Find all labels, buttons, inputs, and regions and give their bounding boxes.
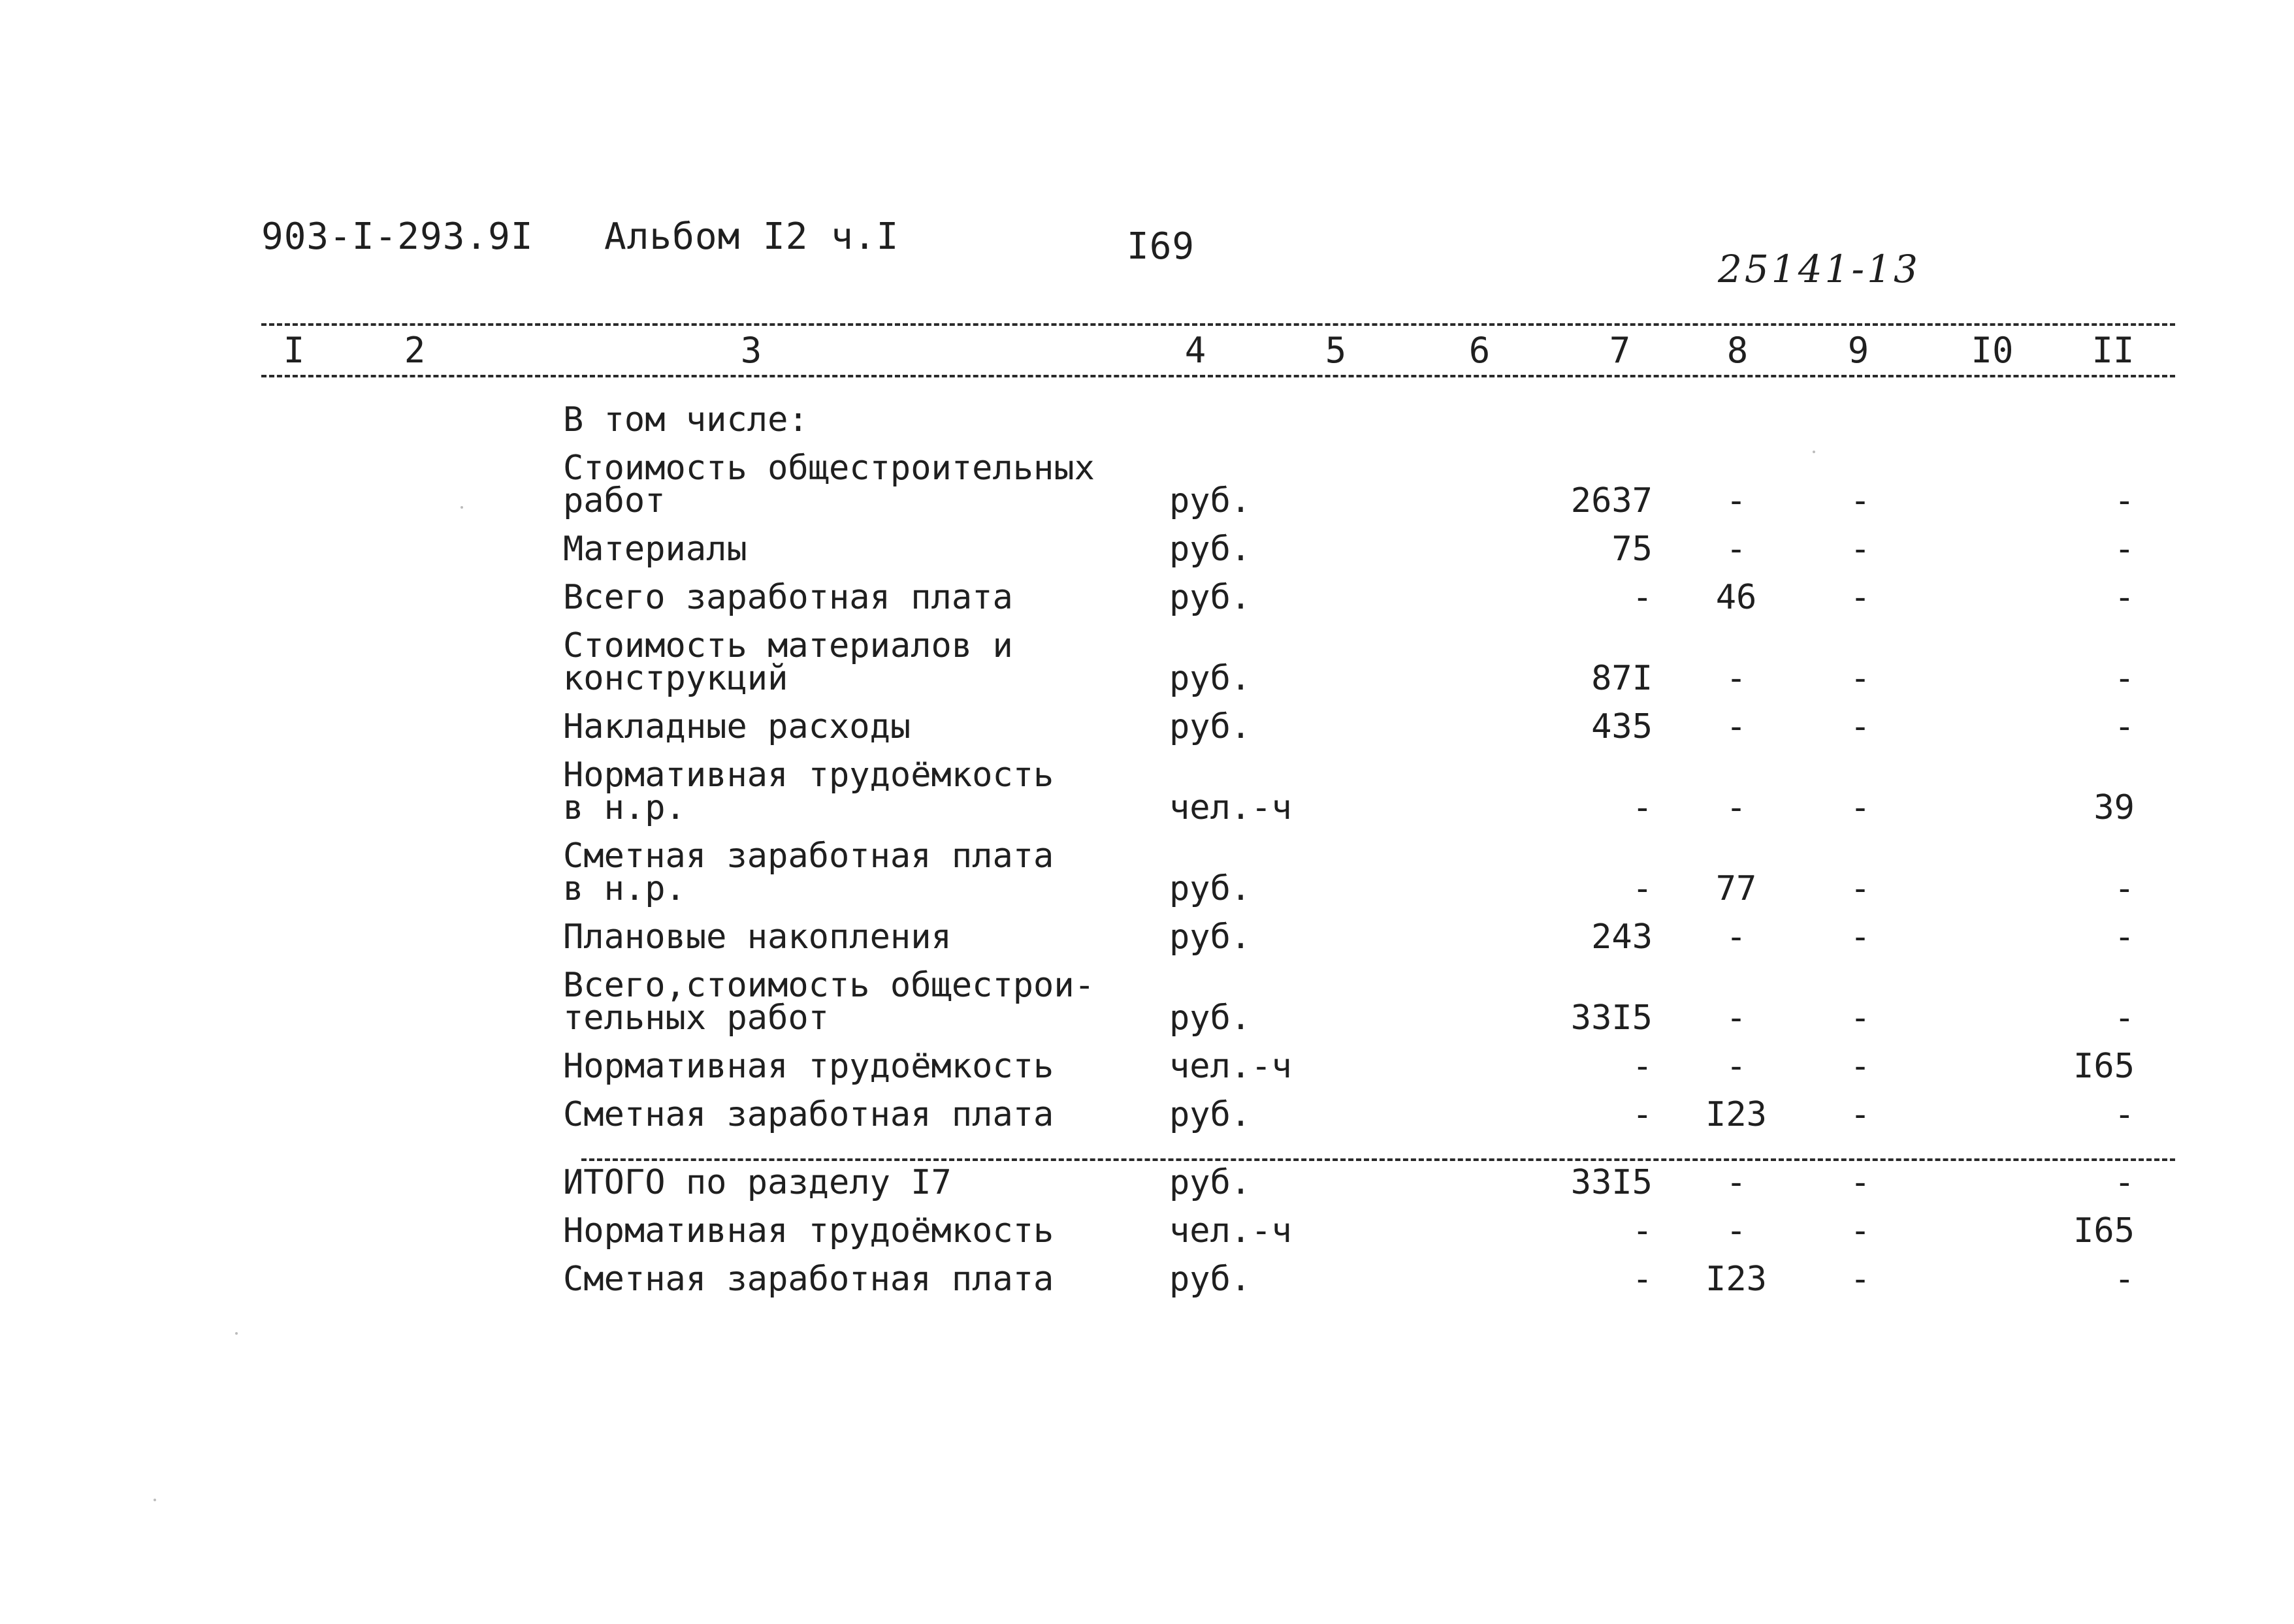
column-number: 8 <box>1726 330 1749 371</box>
col11-cell: - <box>2114 1095 2135 1134</box>
col9-cell: - <box>1850 707 1871 746</box>
scan-speck <box>460 506 463 509</box>
row-label: Нормативная трудоёмкость <box>563 1047 1054 1086</box>
col7-cell: 2637 <box>1570 481 1653 520</box>
unit-cell: руб. <box>1169 1260 1252 1299</box>
col7-cell: - <box>1632 869 1653 908</box>
unit-cell: руб. <box>1169 530 1252 569</box>
row-label: Сметная заработная плата <box>563 836 1054 876</box>
row-label: Нормативная трудоёмкость <box>563 1211 1054 1250</box>
col11-cell: - <box>2114 530 2135 569</box>
col9-cell: - <box>1850 917 1871 957</box>
unit-cell: руб. <box>1169 869 1252 908</box>
column-number: 7 <box>1609 330 1631 371</box>
section-title: В том числе: <box>563 400 809 439</box>
unit-cell: чел.-ч <box>1169 1047 1292 1086</box>
row-label: Сметная заработная плата <box>563 1260 1054 1299</box>
column-number: 3 <box>740 330 762 371</box>
row-label: Всего заработная плата <box>563 578 1013 617</box>
col7-cell: - <box>1632 1095 1653 1134</box>
col11-cell: - <box>2114 869 2135 908</box>
row-label: Стоимость материалов и <box>563 626 1013 665</box>
col8-cell: - <box>1726 1047 1747 1086</box>
col9-cell: - <box>1850 1163 1871 1202</box>
col8-cell: - <box>1726 530 1747 569</box>
col8-cell: I23 <box>1705 1260 1767 1299</box>
col7-cell: - <box>1632 578 1653 617</box>
col9-cell: - <box>1850 659 1871 698</box>
col11-cell: - <box>2114 481 2135 520</box>
col8-cell: - <box>1726 1211 1747 1250</box>
col8-cell: - <box>1726 707 1747 746</box>
col8-cell: - <box>1726 998 1747 1038</box>
col7-cell: - <box>1632 788 1653 827</box>
col8-cell: I23 <box>1705 1095 1767 1134</box>
col9-cell: - <box>1850 578 1871 617</box>
col8-cell: - <box>1726 659 1747 698</box>
col9-cell: - <box>1850 1260 1871 1299</box>
unit-cell: чел.-ч <box>1169 788 1292 827</box>
row-label: Плановые накопления <box>563 917 952 957</box>
unit-cell: руб. <box>1169 998 1252 1038</box>
col11-cell: - <box>2114 917 2135 957</box>
col7-cell: 75 <box>1611 530 1653 569</box>
col9-cell: - <box>1850 788 1871 827</box>
col8-cell: - <box>1726 917 1747 957</box>
unit-cell: руб. <box>1169 659 1252 698</box>
col9-cell: - <box>1850 1095 1871 1134</box>
col7-cell: - <box>1632 1260 1653 1299</box>
col9-cell: - <box>1850 1047 1871 1086</box>
col11-cell: I65 <box>2073 1047 2135 1086</box>
column-number: 4 <box>1184 330 1206 371</box>
col9-cell: - <box>1850 1211 1871 1250</box>
scan-speck <box>153 1499 156 1501</box>
unit-cell: чел.-ч <box>1169 1211 1292 1250</box>
column-number: 9 <box>1847 330 1869 371</box>
col11-cell: - <box>2114 1163 2135 1202</box>
header-rule-bottom <box>261 375 2175 377</box>
unit-cell: руб. <box>1169 481 1252 520</box>
col7-cell: 87I <box>1591 659 1653 698</box>
col9-cell: - <box>1850 869 1871 908</box>
page-number: I69 <box>1127 225 1195 268</box>
col11-cell: 39 <box>2093 788 2135 827</box>
col11-cell: - <box>2114 1260 2135 1299</box>
column-number: II <box>2092 330 2135 371</box>
row-label: Накладные расходы <box>563 707 911 746</box>
row-label: Стоимость общестроительных <box>563 449 1095 488</box>
col7-cell: - <box>1632 1047 1653 1086</box>
row-label: Нормативная трудоёмкость <box>563 756 1054 795</box>
col11-cell: - <box>2114 998 2135 1038</box>
row-label: в н.р. <box>563 788 686 827</box>
header-rule-top <box>261 323 2175 326</box>
col8-cell: - <box>1726 788 1747 827</box>
col11-cell: I65 <box>2073 1211 2135 1250</box>
row-label: Сметная заработная плата <box>563 1095 1054 1134</box>
column-number: I0 <box>1971 330 2014 371</box>
col9-cell: - <box>1850 998 1871 1038</box>
col7-cell: 33I5 <box>1570 1163 1653 1202</box>
unit-cell: руб. <box>1169 578 1252 617</box>
row-label: тельных работ <box>563 998 829 1038</box>
col7-cell: 435 <box>1591 707 1653 746</box>
row-label: Всего,стоимость общестрои- <box>563 966 1095 1005</box>
column-number: 6 <box>1468 330 1491 371</box>
col8-cell: 77 <box>1715 869 1757 908</box>
scan-speck <box>235 1332 238 1335</box>
album-label: Альбом I2 ч.I <box>604 215 899 258</box>
col8-cell: - <box>1726 481 1747 520</box>
scan-speck <box>1813 451 1815 453</box>
totals-divider <box>581 1158 2175 1161</box>
col9-cell: - <box>1850 481 1871 520</box>
col11-cell: - <box>2114 578 2135 617</box>
unit-cell: руб. <box>1169 707 1252 746</box>
col8-cell: 46 <box>1715 578 1757 617</box>
col7-cell: - <box>1632 1211 1653 1250</box>
row-label: Материалы <box>563 530 747 569</box>
col9-cell: - <box>1850 530 1871 569</box>
col7-cell: 243 <box>1591 917 1653 957</box>
unit-cell: руб. <box>1169 1163 1252 1202</box>
document-code: 903-I-293.9I <box>261 215 534 258</box>
unit-cell: руб. <box>1169 917 1252 957</box>
column-number: 2 <box>404 330 426 371</box>
row-label: ИТОГО по разделу I7 <box>563 1163 952 1202</box>
col7-cell: 33I5 <box>1570 998 1653 1038</box>
row-label: в н.р. <box>563 869 686 908</box>
column-number: 5 <box>1325 330 1347 371</box>
handwritten-reference: 25141-13 <box>1718 247 1920 291</box>
unit-cell: руб. <box>1169 1095 1252 1134</box>
col11-cell: - <box>2114 707 2135 746</box>
col11-cell: - <box>2114 659 2135 698</box>
row-label: работ <box>563 481 666 520</box>
col8-cell: - <box>1726 1163 1747 1202</box>
row-label: конструкций <box>563 659 788 698</box>
column-number: I <box>283 330 305 371</box>
